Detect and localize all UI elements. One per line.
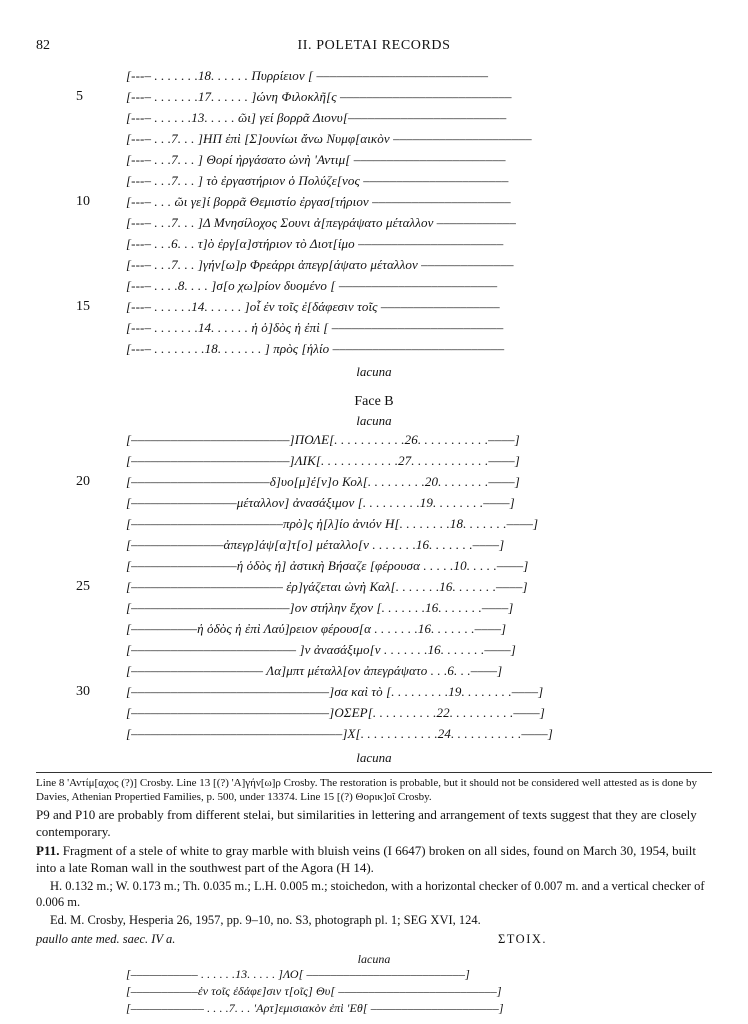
inscription-line: [––––––––––––––––ἡ ὁδὸς ἡ] ἀστικὴ Βήσαζε [φέρουσα . . . . .10. . . . .––––] [126,558,529,573]
inscription-line: 10 [---– . . . ῶι γε]ί βορρᾶ Θεμιστίο ἐργασ[τήριον ––––––––––––––––––––– [76,194,511,209]
inscription-line: [––––––––––––––––––––––––]ΛΙΚ[. . . . . . . . . . . .27. . . . . . . . . . . .––––] [126,453,520,468]
p11-dimensions: H. 0.132 m.; W. 0.173 m.; Th. 0.035 m.; L.H. 0.005 m.; stoichedon, with a horizontal checker of 0.007 m. and a vertical checker of 0.006 m. [36,879,705,909]
inscription-line: [––––––––––ἡ ὁδὸς ἡ ἐπὶ Λαύ]ρειον φέρουσ[α . . . . . . .16. . . . . . .––––] [126,621,507,636]
inscription-line: 30 [––––––––––––––––––––––––––––––]σα καὶ τὸ [. . . . . . . . .19. . . . . . . .––––] [76,684,544,699]
inscription-line: [––––––––––––––––––––––––––––––––]Χ[. . . . . . . . . . . .24. . . . . . . . . . .––––] [126,726,553,741]
p11-stoich: ΣΤΟΙΧ. [498,932,548,946]
lacuna-label: lacuna [356,750,392,765]
apparatus-criticus: Line 8 'Αντίμ[αχος (?)] Crosby. Line 13 [(?) 'Α]γήν[ω]ρ Crosby. The restoration is probable, but it should not be considered well attested as is done by Davies, Athenian Propertied Families, p. 500, under 13374. Line 15 [(?) Θορικ]οῖ Crosby. [36,777,697,803]
inscription-line: 5 [---– . . . . . . .17. . . . . . ]ώνη Φιλοκλῆ[ς –––––––––––––––––––––––––– [76,89,512,104]
inscription-line: [––––––––––––––––––––––––––––––]ΟΣΕΡ[. . . . . . . . . .22. . . . . . . . . .––––] [126,705,545,720]
face-b-heading: Face B [354,394,394,409]
inscription-line: [---– . . . . . . . .18. . . . . . . ] πρὸς [ἡλίο –––––––––––––––––––––––––– [126,341,505,356]
inscription-line: [---– . . .7. . . ]γήν[ω]ρ Φρεάρρι ἀπεγρ[άψατο μέταλλον –––––––––––––– [126,257,514,272]
inscription-line: [––––––––––––––––μέταλλον] ἀνασάξιμον [. . . . . . . . .19. . . . . . . .––––] [126,495,515,510]
inscription-line: [––––––––––––––ἀπεγρ]άψ[α]τ[ο] μέταλλο[ν . . . . . . .16. . . . . . .––––] [126,537,505,552]
lacuna-label: lacuna [357,952,391,966]
inscription-line: [---– . . .7. . . ]ΗΠ ἐπὶ [Σ]ουνίωι ἄνω Νυμφ[αικὸν ––––––––––––––––––––– [126,131,532,146]
inscription-line: [––––––––––– . . . . . .13. . . . . ]ΛΟ[ ––––––––––––––––––––––––––] [126,967,470,981]
running-title: II. POLETAI RECORDS [297,38,451,53]
p11-description: P11. Fragment of a stele of white to gray marble with bluish veins (I 6647) broken on all sides, found on March 30, 1954, built into a late Roman wall in the southwest part of the Agora (H 14). [36,843,697,875]
lacuna-label: lacuna [356,413,392,428]
inscription-line: [––––––––––––––––––––––––– ]ν ἀνασάξιμο[ν . . . . . . .16. . . . . . .––––] [126,642,516,657]
lacuna-label: lacuna [356,364,392,379]
p11-date: paullo ante med. saec. IV a. [36,932,176,946]
inscription-line: [–––––––––––– . . . .7. . . 'Αρτ]εμισιακὸν ἐπὶ 'Εθ[ –––––––––––––––––––––] [126,1001,504,1015]
inscription-line: [––––––––––––––––––––––––]ον στήλην ἔχον [. . . . . . .16. . . . . . .––––] [126,600,514,615]
inscription-line: [––––––––––––––––––––––––]ΠΟΛΕ[. . . . . . . . . . .26. . . . . . . . . . .––––] [126,432,520,447]
footnote-rule [36,772,712,773]
inscription-line: [–––––––––––ἐν τοῖς ἐδάφε]σιν τ[οῖς] Θυ[ ––––––––––––––––––––––––––] [126,984,502,998]
inscription-line: [---– . . .7. . . ] Θορί ἠργάσατο ὠνὴ 'Αντιμ[ ––––––––––––––––––––––– [126,152,506,167]
inscription-line: [---– . . . . . .13. . . . . ῶι] γεί βορρᾶ Διονυ[–––––––––––––––––––––––– [126,110,507,125]
running-head [0,38,748,56]
inscription-line: [---– . . .7. . . ]Δ Μνησίλοχος Σουνι ἀ[πεγράψατο μέταλλον –––––––––––– [126,215,516,230]
inscription-line: [---– . . .6. . . τ]ὸ ἐργ[α]στήριον τὸ Διοτ[ίμο –––––––––––––––––––––– [126,236,504,251]
inscription-line: 25 [––––––––––––––––––––––– ἐρ]γάζεται ὠνὴ Καλ[. . . . . . .16. . . . . . .––––] [76,579,528,594]
page-number: 82 [36,38,50,53]
inscription-line: [---– . . . .8. . . . ]σ[ο χω]ρίον δυομένο [ –––––––––––––––––––––––– [126,278,498,293]
inscription-line: [–––––––––––––––––––– Λα]μπτ μέταλλ[ον ἀπεγράψατο . . .6. . .––––] [126,663,503,678]
inscription-line: 20 [–––––––––––––––––––––δ]υο[μ]έ[ν]ο Κολ[. . . . . . . . .20. . . . . . . .––––] [76,474,520,489]
inscription-line: [–––––––––––––––––––––––πρὸ]ς ἡ[λ]ίο ἀνιόν Η[. . . . . . . .18. . . . . . .––––] [126,516,539,531]
p11-edition: Ed. M. Crosby, Hesperia 26, 1957, pp. 9–10, no. S3, photograph pl. 1; SEG XVI, 124. [50,913,481,927]
note-p9-p10: P9 and P10 are probably from different stelai, but similarities in lettering and arrangement of texts suggest that they are closely contemporary. [36,807,697,839]
inscription-line: [---– . . . . . . .18. . . . . . Πυρρίειον [ –––––––––––––––––––––––––– [126,68,489,83]
inscription-line: 15 [---– . . . . . .14. . . . . . ]οἶ ἐν τοῖς ἐ[δάφεσιν τοῖς –––––––––––––––––– [76,299,500,314]
inscription-line: [---– . . .7. . . ] τὸ ἐργαστήριον ὁ Πολύζε[νος –––––––––––––––––––––– [126,173,509,188]
inscription-line: [---– . . . . . . .14. . . . . . ἡ ὁ]δὸς ἡ ἐπὶ [ –––––––––––––––––––––––––– [126,320,504,335]
